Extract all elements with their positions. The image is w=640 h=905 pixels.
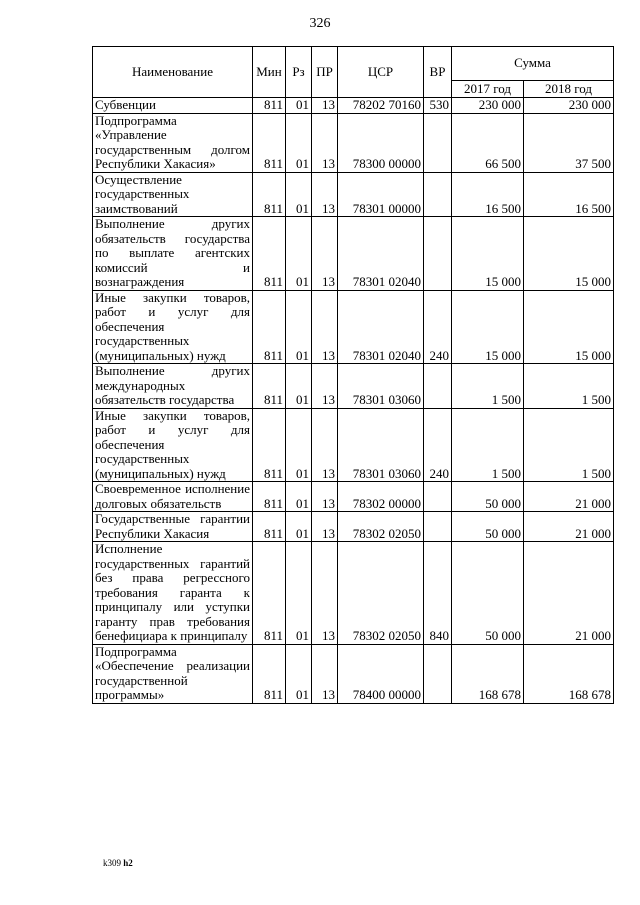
row-min: 811	[253, 542, 286, 645]
row-sum-2017: 50 000	[452, 482, 524, 512]
table-header	[93, 47, 614, 98]
row-name: Своевременное исполнение долговых обязательств	[93, 482, 253, 512]
row-csr: 78301 00000	[338, 172, 424, 217]
row-name: Выполнение других обязательств государства по выплате агентских комиссий и вознаграждения	[93, 217, 253, 291]
row-pr: 13	[312, 217, 338, 291]
row-pr: 13	[312, 482, 338, 512]
row-sum-2017: 230 000	[452, 98, 524, 114]
header-year-2017: 2017 год	[452, 81, 524, 98]
row-sum-2017: 1 500	[452, 364, 524, 409]
row-pr: 13	[312, 98, 338, 114]
table-row	[93, 512, 614, 542]
row-name: Иные закупки товаров, работ и услуг для обеспечения государственных (муниципальных) нужд	[93, 290, 253, 364]
row-sum-2018: 1 500	[524, 364, 614, 409]
footer-code-text: k309	[103, 858, 121, 868]
table-row	[93, 364, 614, 409]
row-min: 811	[253, 364, 286, 409]
header-vr: ВР	[424, 47, 452, 98]
row-pr: 13	[312, 290, 338, 364]
row-vr	[424, 482, 452, 512]
row-min: 811	[253, 217, 286, 291]
row-rz: 01	[286, 512, 312, 542]
row-sum-2018: 168 678	[524, 644, 614, 703]
row-csr: 78301 02040	[338, 217, 424, 291]
row-name: Субвенции	[93, 98, 253, 114]
row-rz: 01	[286, 542, 312, 645]
header-min: Мин	[253, 47, 286, 98]
row-sum-2018: 21 000	[524, 542, 614, 645]
page-number: 326	[309, 16, 331, 31]
header-sum: Сумма	[452, 47, 614, 81]
row-min: 811	[253, 512, 286, 542]
table-row	[93, 98, 614, 114]
header-year-2018: 2018 год	[524, 81, 614, 98]
row-sum-2017: 15 000	[452, 217, 524, 291]
row-sum-2017: 66 500	[452, 113, 524, 172]
row-min: 811	[253, 98, 286, 114]
row-vr	[424, 512, 452, 542]
row-rz: 01	[286, 113, 312, 172]
table-row	[93, 172, 614, 217]
budget-table	[92, 46, 614, 704]
row-pr: 13	[312, 644, 338, 703]
row-vr: 530	[424, 98, 452, 114]
table-row	[93, 113, 614, 172]
row-rz: 01	[286, 290, 312, 364]
row-min: 811	[253, 482, 286, 512]
row-pr: 13	[312, 364, 338, 409]
table-body	[93, 98, 614, 704]
row-min: 811	[253, 408, 286, 482]
table-row	[93, 217, 614, 291]
row-name: Выполнение других международных обязательств государства	[93, 364, 253, 409]
row-csr: 78301 02040	[338, 290, 424, 364]
row-sum-2018: 21 000	[524, 512, 614, 542]
row-min: 811	[253, 113, 286, 172]
row-vr	[424, 364, 452, 409]
row-vr: 240	[424, 408, 452, 482]
row-pr: 13	[312, 408, 338, 482]
row-pr: 13	[312, 512, 338, 542]
row-vr	[424, 217, 452, 291]
row-vr	[424, 644, 452, 703]
row-name: Подпрограмма «Управление государственным долгом Республики Хакасия»	[93, 113, 253, 172]
header-rz: Рз	[286, 47, 312, 98]
row-csr: 78301 03060	[338, 408, 424, 482]
header-pr: ПР	[312, 47, 338, 98]
row-rz: 01	[286, 217, 312, 291]
row-sum-2018: 16 500	[524, 172, 614, 217]
row-sum-2017: 1 500	[452, 408, 524, 482]
row-sum-2018: 15 000	[524, 290, 614, 364]
row-sum-2018: 21 000	[524, 482, 614, 512]
table-row	[93, 408, 614, 482]
table-row	[93, 644, 614, 703]
row-rz: 01	[286, 408, 312, 482]
row-rz: 01	[286, 98, 312, 114]
row-rz: 01	[286, 172, 312, 217]
row-sum-2018: 1 500	[524, 408, 614, 482]
footer-code	[103, 858, 133, 868]
row-rz: 01	[286, 644, 312, 703]
row-csr: 78302 02050	[338, 542, 424, 645]
row-vr	[424, 172, 452, 217]
row-name: Осуществление государственных заимствований	[93, 172, 253, 217]
header-name: Наименование	[93, 47, 253, 98]
footer-code-bold: h2	[123, 858, 133, 868]
row-vr: 240	[424, 290, 452, 364]
row-min: 811	[253, 644, 286, 703]
row-rz: 01	[286, 482, 312, 512]
row-sum-2017: 15 000	[452, 290, 524, 364]
table-row	[93, 290, 614, 364]
table-row	[93, 482, 614, 512]
row-vr: 840	[424, 542, 452, 645]
header-csr: ЦСР	[338, 47, 424, 98]
row-name: Подпрограмма «Обеспечение реализации государственной программы»	[93, 644, 253, 703]
row-min: 811	[253, 172, 286, 217]
row-name: Государственные гарантии Республики Хакасия	[93, 512, 253, 542]
row-csr: 78302 00000	[338, 482, 424, 512]
row-name: Иные закупки товаров, работ и услуг для обеспечения государственных (муниципальных) нужд	[93, 408, 253, 482]
row-sum-2018: 15 000	[524, 217, 614, 291]
row-name: Исполнение государственных гарантий без права регрессного требования гаранта к принципалу или уступки гаранту прав требования бенефициара к принципалу	[93, 542, 253, 645]
row-rz: 01	[286, 364, 312, 409]
row-sum-2017: 50 000	[452, 542, 524, 645]
row-sum-2017: 16 500	[452, 172, 524, 217]
row-min: 811	[253, 290, 286, 364]
row-pr: 13	[312, 172, 338, 217]
row-csr: 78400 00000	[338, 644, 424, 703]
row-sum-2017: 168 678	[452, 644, 524, 703]
row-sum-2018: 37 500	[524, 113, 614, 172]
row-sum-2018: 230 000	[524, 98, 614, 114]
row-csr: 78301 03060	[338, 364, 424, 409]
row-csr: 78300 00000	[338, 113, 424, 172]
row-sum-2017: 50 000	[452, 512, 524, 542]
row-pr: 13	[312, 542, 338, 645]
row-csr: 78302 02050	[338, 512, 424, 542]
row-vr	[424, 113, 452, 172]
row-pr: 13	[312, 113, 338, 172]
table-row	[93, 542, 614, 645]
row-csr: 78202 70160	[338, 98, 424, 114]
